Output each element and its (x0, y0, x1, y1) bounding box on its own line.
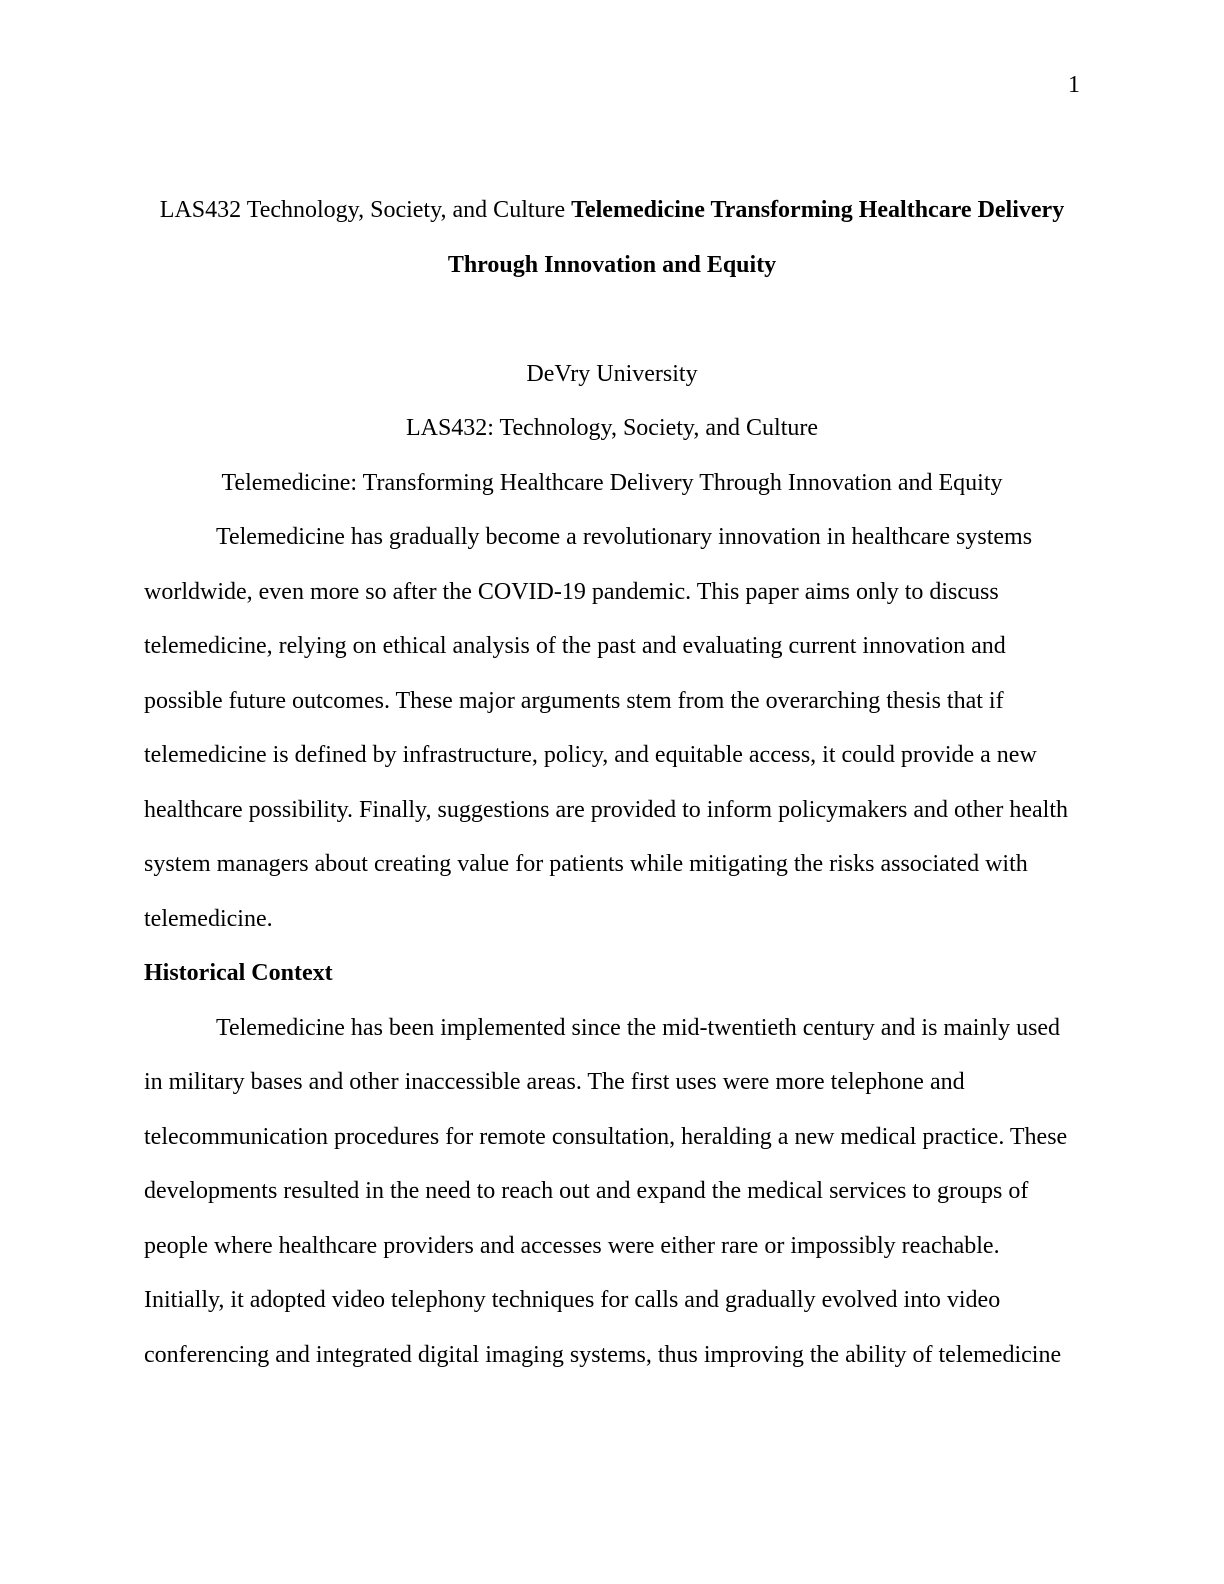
intro-paragraph-line: healthcare possibility. Finally, suggestions are provided to inform policymakers and other health (144, 796, 1068, 823)
historical-paragraph-line: Telemedicine has been implemented since the mid-twentieth century and is mainly used (216, 1014, 1061, 1041)
paper-title-line-2: Through Innovation and Equity (447, 251, 777, 278)
paper-title-bold-segment: Telemedicine Transforming Healthcare Delivery (571, 197, 1065, 223)
section-heading-historical-context: Historical Context (144, 960, 333, 986)
paper-title-course-segment: LAS432 Technology, Society, and Culture (159, 197, 566, 223)
intro-paragraph-line: telemedicine. (144, 905, 273, 932)
historical-paragraph-line: conferencing and integrated digital imaging systems, thus improving the ability of telemedicine (144, 1341, 1062, 1368)
historical-paragraph-line: developments resulted in the need to reach out and expand the medical services to groups of (144, 1178, 1029, 1204)
paper-subtitle: Telemedicine: Transforming Healthcare Delivery Through Innovation and Equity (221, 469, 1003, 496)
intro-paragraph-line: telemedicine is defined by infrastructure, policy, and equitable access, it could provide a new (144, 742, 1037, 768)
page-number: 1 (1068, 72, 1080, 98)
paper-title-line-1 (144, 183, 1080, 238)
university-name: DeVry University (526, 360, 698, 387)
intro-paragraph-line: worldwide, even more so after the COVID-19 pandemic. This paper aims only to discuss (144, 578, 999, 605)
historical-paragraph-line: telecommunication procedures for remote consultation, heralding a new medical practice. These (144, 1123, 1068, 1150)
intro-paragraph-line: telemedicine, relying on ethical analysis of the past and evaluating current innovation and (144, 633, 1006, 659)
intro-paragraph-line: system managers about creating value for patients while mitigating the risks associated with (144, 851, 1028, 877)
course-name: LAS432: Technology, Society, and Culture (405, 415, 819, 441)
blank-line (144, 292, 1080, 347)
page-content (144, 183, 1080, 1382)
historical-paragraph-line: people where healthcare providers and accesses were either rare or impossibly reachable. (144, 1232, 1000, 1259)
intro-paragraph-line: Telemedicine has gradually become a revolutionary innovation in healthcare systems (216, 524, 1033, 550)
historical-paragraph-line: Initially, it adopted video telephony techniques for calls and gradually evolved into video (144, 1287, 1001, 1313)
historical-paragraph-line: in military bases and other inaccessible areas. The first uses were more telephone and (144, 1069, 965, 1095)
intro-paragraph-line: possible future outcomes. These major arguments stem from the overarching thesis that if (144, 687, 1004, 714)
